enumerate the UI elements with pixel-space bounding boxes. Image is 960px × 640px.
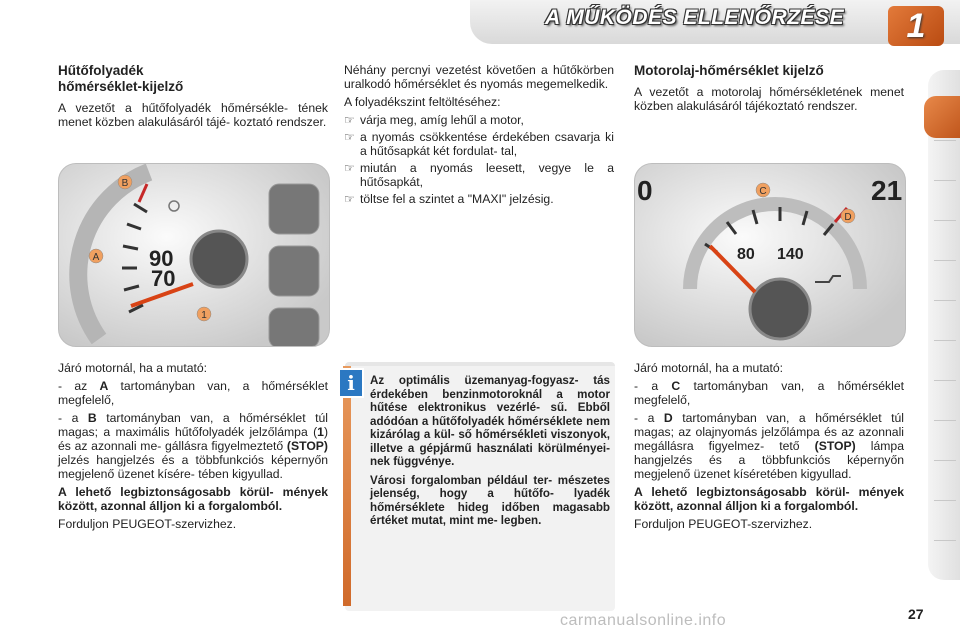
item-a-letter: A — [99, 379, 109, 393]
page-title: A MŰKÖDÉS ELLENŐRZÉSE — [545, 6, 845, 29]
item-c-text: tartományban van, a hőmérséklet megfelelő, — [634, 379, 905, 407]
marker-d-label: D — [844, 212, 852, 223]
coolant-warning: A lehető legbiztonságosabb körül- mények között, azonnal álljon ki a forgalomból. — [58, 485, 328, 513]
tab-divider — [934, 300, 956, 301]
item-c-letter: C — [671, 379, 681, 393]
item-b-text3: jelzés hangjelzés és a többfunkciós képernyőn megjelenő üzenet kísére- tében kigyullad. — [58, 453, 328, 481]
oil-gauge-svg — [635, 164, 905, 346]
warning-lamp-top — [269, 184, 319, 234]
oil-warning: A lehető legbiztonságosabb körül- mények között, azonnal álljon ki a forgalomból. — [634, 485, 904, 513]
oil-service: Forduljon PEUGEOT-szervizhez. — [634, 517, 813, 531]
oil-heading: Motorolaj-hőmérséklet kijelző — [634, 63, 824, 78]
coolant-details — [58, 361, 328, 535]
thermometer-icon — [169, 201, 179, 211]
info-icon: i — [338, 368, 364, 398]
coolant-heading-line2: hőmérséklet-kijelző — [58, 79, 184, 94]
oil-intro: A vezetőt a motorolaj hőmérsékletének menet közben alakulásáról tájékoztató rendszer. — [634, 85, 904, 113]
middle-column — [344, 63, 614, 209]
item-d-text2: lámpa hangjelzés és a többfunkciós képernyőn megjelenő üzenet kíséretében kigyullad. — [634, 439, 904, 481]
tab-divider — [934, 340, 956, 341]
active-chapter-tab[interactable] — [924, 96, 960, 138]
marker-a-label: A — [92, 252, 100, 263]
tab-divider — [934, 460, 956, 461]
tab-divider — [934, 220, 956, 221]
left-column — [58, 63, 328, 133]
refill-step — [344, 192, 614, 206]
tab-divider — [934, 500, 956, 501]
scale-90: 90 — [149, 246, 174, 271]
gauge-left-number: 0 — [637, 175, 653, 206]
oil-details — [634, 361, 904, 535]
pointing-hand-icon: ☞ — [344, 192, 355, 206]
info-text — [370, 374, 610, 533]
warning-lamp-bottom — [269, 308, 319, 346]
gauge-hub — [191, 231, 247, 287]
marker-b-label: B — [121, 178, 129, 189]
chapter-badge: 1 — [888, 6, 944, 46]
item-d-letter: D — [663, 411, 673, 425]
refill-step-text: töltse fel a szintet a "MAXI" jelzésig. — [360, 192, 554, 206]
marker-c-label: C — [759, 186, 767, 197]
refill-step-text: várja meg, amíg lehűl a motor, — [360, 113, 524, 127]
scale-140: 140 — [777, 246, 804, 263]
item-d-text1: tartományban van, a hőmérséklet túl magas; az olajnyomás jelzőlámpa és az azonnali megállásra figyelmez- tető — [634, 411, 905, 453]
oil-item-c — [634, 379, 904, 407]
chapter-tabs — [928, 70, 960, 580]
tab-divider — [934, 140, 956, 141]
warning-lamp-middle — [269, 246, 319, 296]
tab-divider — [934, 180, 956, 181]
coolant-item-b — [58, 411, 328, 481]
item-d-stop: (STOP) — [814, 439, 856, 453]
gauge-right-number: 21 — [871, 175, 903, 206]
item-d-prefix: - a — [634, 411, 664, 425]
tab-divider — [934, 260, 956, 261]
coolant-heading-line1: Hűtőfolyadék — [58, 63, 144, 78]
item-b-prefix: - a — [58, 411, 88, 425]
coolant-heading — [58, 63, 328, 95]
item-a-prefix: - az — [58, 379, 100, 393]
scale-80: 80 — [737, 246, 755, 263]
info-box-accent — [343, 366, 351, 606]
pressure-paragraph: Néhány percnyi vezetést követően a hűtőkörben uralkodó hőmérséklet és nyomás megemelkedik. — [344, 63, 614, 91]
oil-item-d — [634, 411, 904, 481]
coolant-gauge-image — [58, 163, 330, 347]
item-b-num: 1 — [317, 425, 324, 439]
oil-gauge-image — [634, 163, 906, 347]
marker-1-label: 1 — [201, 310, 207, 321]
oil-can-icon — [815, 276, 841, 282]
scale-70: 70 — [151, 266, 176, 291]
watermark: carmanualsonline.info — [560, 612, 727, 629]
coolant-item-a — [58, 379, 328, 407]
right-column — [634, 63, 904, 117]
pointing-hand-icon: ☞ — [344, 161, 355, 175]
info-paragraph-1: Az optimális üzemanyag-fogyasz- tás érdekében benzinmotoroknál a motor hűtése elektronikus vezérlé- sű. Ebből adódóan a hűtőfolyadék hőmérséklete nem kizárólag a kül- ső hőmérsékleti viszonyok, illetve a gépjármű használati körülményei- nek függvénye. — [370, 374, 610, 468]
oil-running-text: Járó motornál, ha a mutató: — [634, 361, 784, 375]
oil-gauge-hub — [750, 279, 810, 339]
item-b-letter: B — [87, 411, 97, 425]
item-a-text: tartományban van, a hőmérséklet megfelelő, — [58, 379, 329, 407]
coolant-gauge-svg — [59, 164, 329, 346]
refill-step — [344, 113, 614, 127]
tab-divider — [934, 540, 956, 541]
item-c-prefix: - a — [634, 379, 672, 393]
refill-step — [344, 161, 614, 189]
item-b-stop: (STOP) — [286, 439, 328, 453]
tab-divider — [934, 380, 956, 381]
coolant-running-text: Járó motornál, ha a mutató: — [58, 361, 208, 375]
refill-step — [344, 130, 614, 158]
refill-step-text: miután a nyomás leesett, vegye le a hűtősapkát, — [360, 161, 614, 189]
pointing-hand-icon: ☞ — [344, 113, 355, 127]
item-b-text2: ) és az azonnali me- gállásra figyelmeztető — [58, 425, 328, 453]
refill-intro: A folyadékszint feltöltéséhez: — [344, 95, 501, 109]
refill-step-text: a nyomás csökkentése érdekében csavarja ki a hűtősapkát két fordulat- tal, — [360, 130, 614, 158]
info-paragraph-2: Városi forgalomban például ter- mészetes jelenség, hogy a hűtőfo- lyadék hőmérséklete hideg időben magasabb értéket mutat, mint me- legben. — [370, 473, 610, 527]
coolant-service: Forduljon PEUGEOT-szervizhez. — [58, 517, 237, 531]
tab-divider — [934, 420, 956, 421]
page-number: 27 — [908, 606, 924, 622]
item-b-text1: tartományban van, a hőmérséklet túl magas; a maximális hűtőfolyadék jelzőlámpa ( — [58, 411, 329, 439]
pointing-hand-icon: ☞ — [344, 130, 355, 144]
coolant-intro: A vezetőt a hűtőfolyadék hőmérsékle- tének menet közben alakulásáról tájé- koztató rendszer. — [58, 101, 328, 129]
